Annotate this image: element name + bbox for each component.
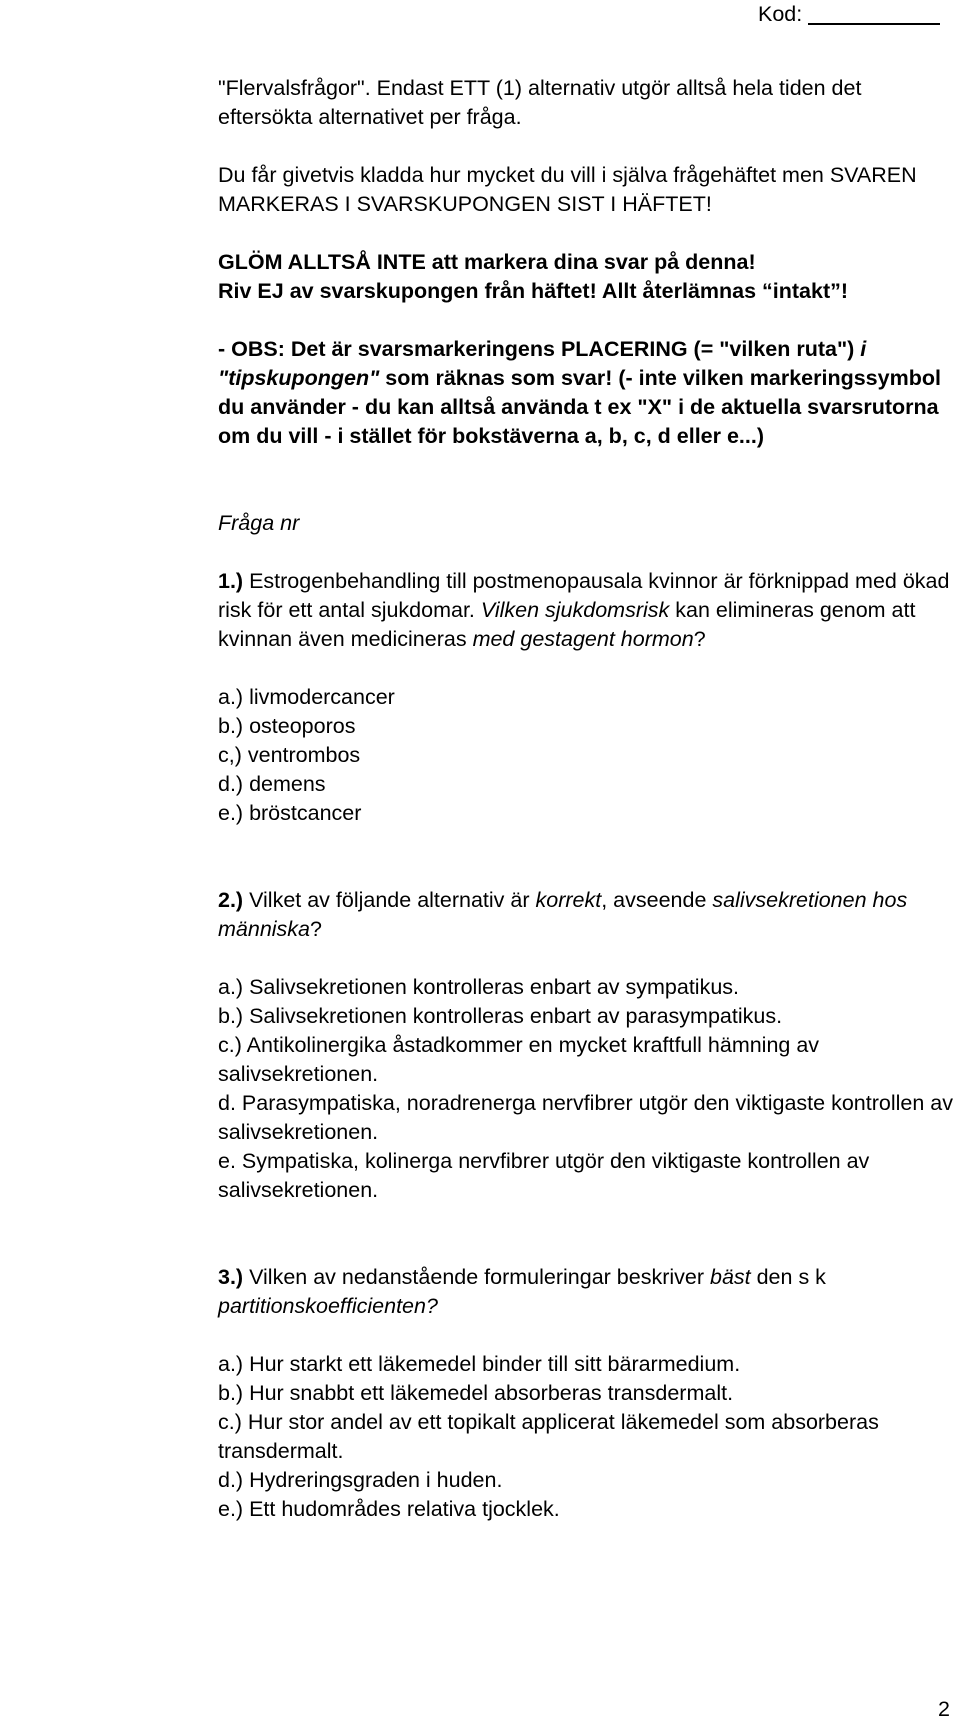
question-2-option-b: b.) Salivsekretionen kontrolleras enbart av parasympatikus.	[218, 1004, 783, 1028]
question-3-option-b: b.) Hur snabbt ett läkemedel absorberas transdermalt.	[218, 1381, 734, 1405]
question-2-option-c: c.) Antikolinergika åstadkommer en mycket kraftfull hämning av salivsekretionen.	[218, 1033, 820, 1086]
question-2-text-a: Vilket av följande alternativ är	[243, 888, 536, 912]
code-label: Kod:	[758, 2, 803, 26]
question-3-option-c: c.) Hur stor andel av ett topikalt applicerat läkemedel som absorberas transdermalt.	[218, 1410, 879, 1463]
question-2-options	[218, 973, 953, 1205]
question-1-number: 1.)	[218, 569, 244, 593]
question-2-text-d: salivsekretionen hos människa	[218, 888, 908, 941]
question-2-text-c: , avseende	[601, 888, 713, 912]
question-1-option-a: a.) livmodercancer	[218, 685, 395, 709]
question-3-option-e: e.) Ett hudområdes relativa tjocklek.	[218, 1497, 560, 1521]
page-number: 2	[938, 1697, 950, 1721]
question-1-text-b: Vilken sjukdomsrisk	[480, 598, 670, 622]
question-2-number: 2.)	[218, 888, 244, 912]
question-2-text-b: korrekt	[535, 888, 602, 912]
question-3-option-a: a.) Hur starkt ett läkemedel binder till sitt bärarmedium.	[218, 1352, 741, 1376]
intro-p4-b: i "tipskupongen"	[218, 337, 867, 390]
question-1-text-e: ?	[693, 627, 706, 651]
intro-paragraph-2: Du får givetvis kladda hur mycket du vill i själva frågehäftet men SVAREN MARKERAS I SVARSKUPONGEN SIST I HÄFTET!	[218, 163, 917, 216]
question-2-text-e: ?	[310, 917, 322, 941]
fraga-nr-heading: Fråga nr	[218, 511, 300, 535]
code-field	[758, 2, 940, 27]
question-3-option-d: d.) Hydreringsgraden i huden.	[218, 1468, 503, 1492]
question-1-text-a: Estrogenbehandling till postmenopausala kvinnor är förknippad med ökad risk för ett antal sjukdomar.	[218, 569, 950, 622]
question-3	[218, 1263, 953, 1524]
code-blank-line	[808, 3, 940, 25]
question-3-number: 3.)	[218, 1265, 244, 1289]
question-2-option-e: e. Sympatiska, kolinerga nervfibrer utgör den viktigaste kontrollen av salivsekretionen.	[218, 1149, 870, 1202]
question-1-text-c: kan elimineras genom att kvinnan även medicineras	[218, 598, 916, 651]
question-2-option-a: a.) Salivsekretionen kontrolleras enbart av sympatikus.	[218, 975, 740, 999]
question-1-text-d: med gestagent hormon	[472, 627, 694, 651]
page-content	[218, 74, 953, 1524]
question-3-text-b: bäst	[709, 1265, 751, 1289]
intro-p4-c: som räknas som svar! (- inte vilken markeringssymbol du använder - du kan alltså använda t ex "X" i de aktuella svarsrutorna om du vill - i stället för bokstäverna a, b, c, d eller e...)	[218, 366, 941, 448]
question-2	[218, 886, 953, 1205]
question-3-text	[218, 1263, 953, 1321]
question-1-option-c: c,) ventrombos	[218, 743, 361, 767]
question-1-option-b: b.) osteoporos	[218, 714, 356, 738]
intro-p3-line2: Riv EJ av svarskupongen från häftet! Allt återlämnas “intakt”!	[218, 279, 849, 303]
question-1-option-e: e.) bröstcancer	[218, 801, 362, 825]
intro-paragraph-4	[218, 335, 953, 451]
question-1	[218, 567, 953, 828]
question-3-text-a: Vilken av nedanstående formuleringar beskriver	[243, 1265, 710, 1289]
question-1-options	[218, 683, 953, 828]
question-3-options	[218, 1350, 953, 1524]
question-1-option-d: d.) demens	[218, 772, 326, 796]
question-1-text	[218, 567, 953, 654]
intro-paragraph-1: "Flervalsfrågor". Endast ETT (1) alternativ utgör alltså hela tiden det eftersökta alternativet per fråga.	[218, 76, 862, 129]
intro-p3-line1: GLÖM ALLTSÅ INTE att markera dina svar på denna!	[218, 250, 756, 274]
intro-p4-a: - OBS: Det är svarsmarkeringens PLACERING (= "vilken ruta")	[218, 337, 861, 361]
question-2-text	[218, 886, 953, 944]
question-2-option-d: d. Parasympatiska, noradrenerga nervfibrer utgör den viktigaste kontrollen av salivsekretionen.	[218, 1091, 953, 1144]
intro-paragraph-3	[218, 248, 953, 306]
question-3-text-d: partitionskoefficienten?	[218, 1294, 438, 1318]
question-3-text-c: den s k	[750, 1265, 826, 1289]
